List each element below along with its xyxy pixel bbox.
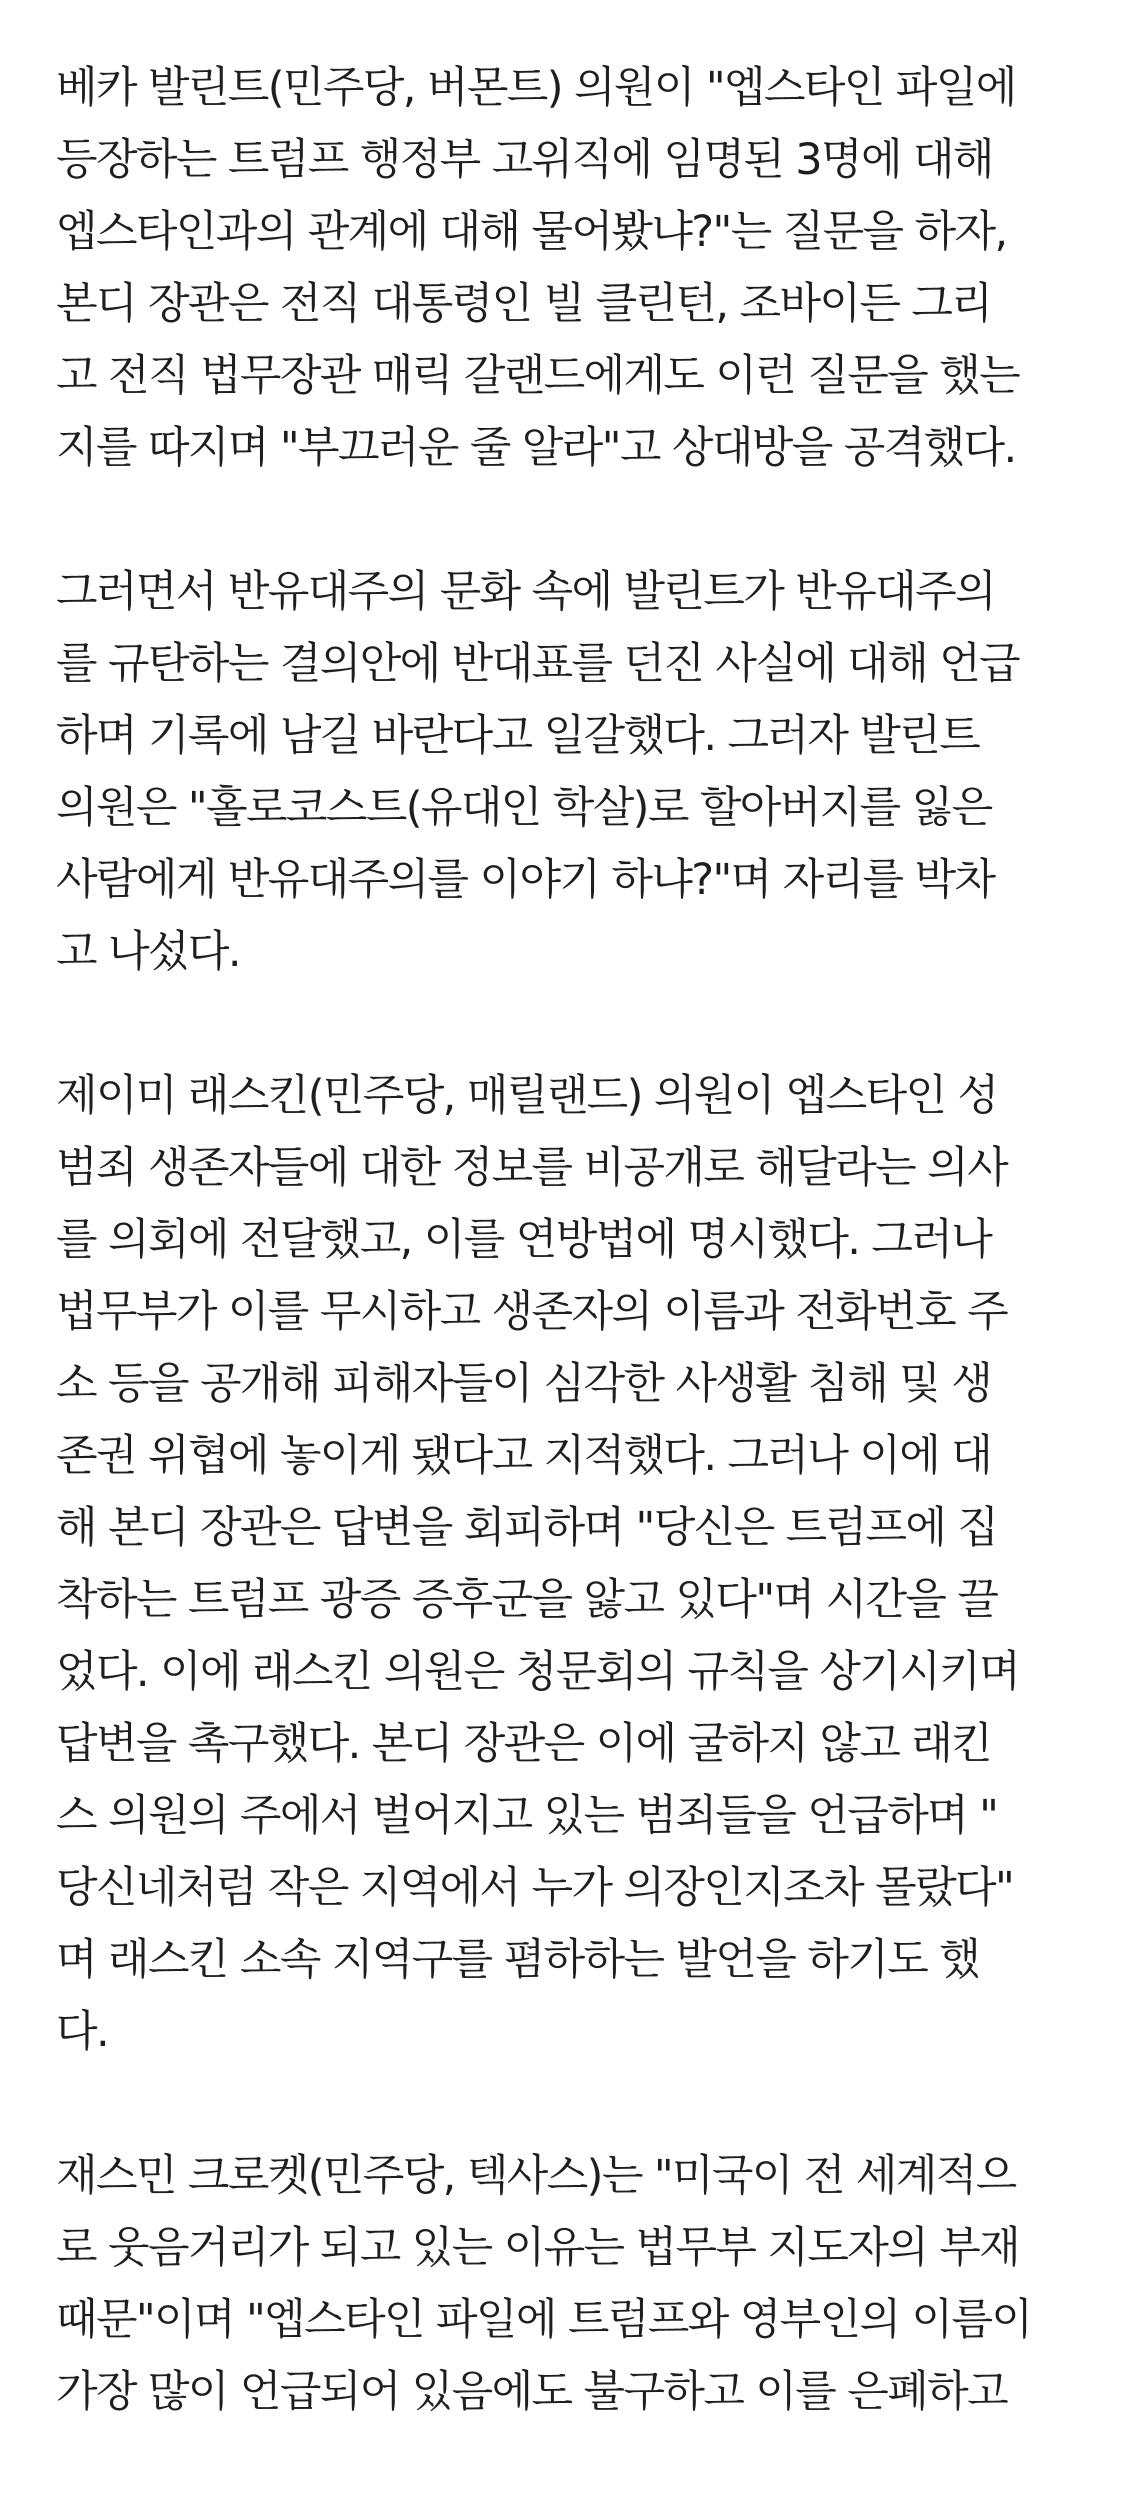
text-line: 법무부가 이를 무시하고 생존자의 이름과 전화번호 주 [56, 1287, 1008, 1337]
text-line: 본디 장관은 전직 대통령인 빌 클린턴, 조바이든 그리 [56, 279, 992, 329]
text-line: 착하는 트럼프 광증 증후군을 앓고 있다"며 시간을 끌 [56, 1575, 998, 1625]
text-line: 범죄 생존자들에 대한 정보를 비공개로 해달라는 의사 [56, 1143, 1008, 1193]
text-line: 스 의원의 주에서 벌어지고 있는 범죄들을 언급하며 " [56, 1791, 998, 1841]
text-line: 고 전직 법무장관 매릭 갈랜드에게도 이런 질문을 했는 [56, 351, 1020, 401]
text-line: 하며 기록에 남길 바란다고 일갈했다. 그러자 발린트 [56, 711, 980, 761]
text-line: 때문"이며 "엡스타인 파일에 트럼프와 영부인의 이름이 [56, 2295, 1032, 2345]
text-line: 고 나섰다. [56, 927, 240, 977]
text-line: 었다. 이에 래스킨 의원은 청문회의 규칙을 상기시키며 [56, 1647, 1020, 1697]
paragraph-3 [56, 1060, 1069, 2068]
text-line: 답변을 촉구했다. 본디 장관은 이에 굴하지 않고 래킨 [56, 1719, 992, 1769]
text-line: 해 본디 장관은 답변을 회피하며 "당신은 트럼프에 집 [56, 1503, 998, 1553]
text-line: 존권 위협에 놓이게 됐다고 지적했다. 그러나 이에 대 [56, 1431, 992, 1481]
paragraph-2 [56, 556, 1069, 988]
text-line: 엡스타인과의 관계에 대해 물어봤냐?"는 질문을 하자, [56, 207, 1007, 257]
text-line: 사람에게 반유대주의를 이야기 하냐?"며 자리를 박차 [56, 855, 995, 905]
paragraph-4 [56, 2140, 1069, 2428]
article-body [56, 52, 1069, 2500]
text-line: 재스민 크로켓(민주당, 텍사스)는 "미국이 전 세계적으 [56, 2151, 1016, 2201]
text-line: 베카 발린트(민주당, 버몬트) 의원이 "엡스타인 파일에 [56, 63, 1016, 113]
text-line: 등장하는 트럼프 행정부 고위직에 임명된 3명에 대해 [56, 135, 993, 185]
text-line: 를 의회에 전달했고, 이를 연방법에 명시했다. 그러나 [56, 1215, 992, 1265]
text-line: 로 웃음거리가 되고 있는 이유는 법무부 지도자의 부재 [56, 2223, 1020, 2273]
text-line: 의원은 "홀로코스트(유대인 학살)로 할아버지를 잃은 [56, 783, 992, 833]
paragraph-1 [56, 52, 1069, 484]
text-line: 당신네처럼 작은 지역에서 누가 의장인지조차 몰랐다" [56, 1863, 1014, 1913]
text-line: 소 등을 공개해 피해자들이 심각한 사생활 침해 및 생 [56, 1359, 992, 1409]
text-line: 그러면서 반유대주의 문화 속에 발린트가 반유대주의 [56, 567, 995, 617]
text-line: 다. [56, 2007, 109, 2057]
text-line: 지를 따지며 "부끄러운 줄 알라"고 상대방을 공격했다. [56, 423, 1016, 473]
text-line: 를 규탄하는 결의안에 반대표를 던진 사실에 대해 언급 [56, 639, 1020, 689]
text-line: 제이미 래스킨(민주당, 매릴랜드) 의원이 엡스타인 성 [56, 1071, 998, 1121]
text-line: 가장 많이 언급되어 있음에도 불구하고 이를 은폐하고 [56, 2367, 1008, 2417]
text-line: 며 래스킨 소속 지역구를 폄하하는 발언을 하기도 했 [56, 1935, 980, 1985]
